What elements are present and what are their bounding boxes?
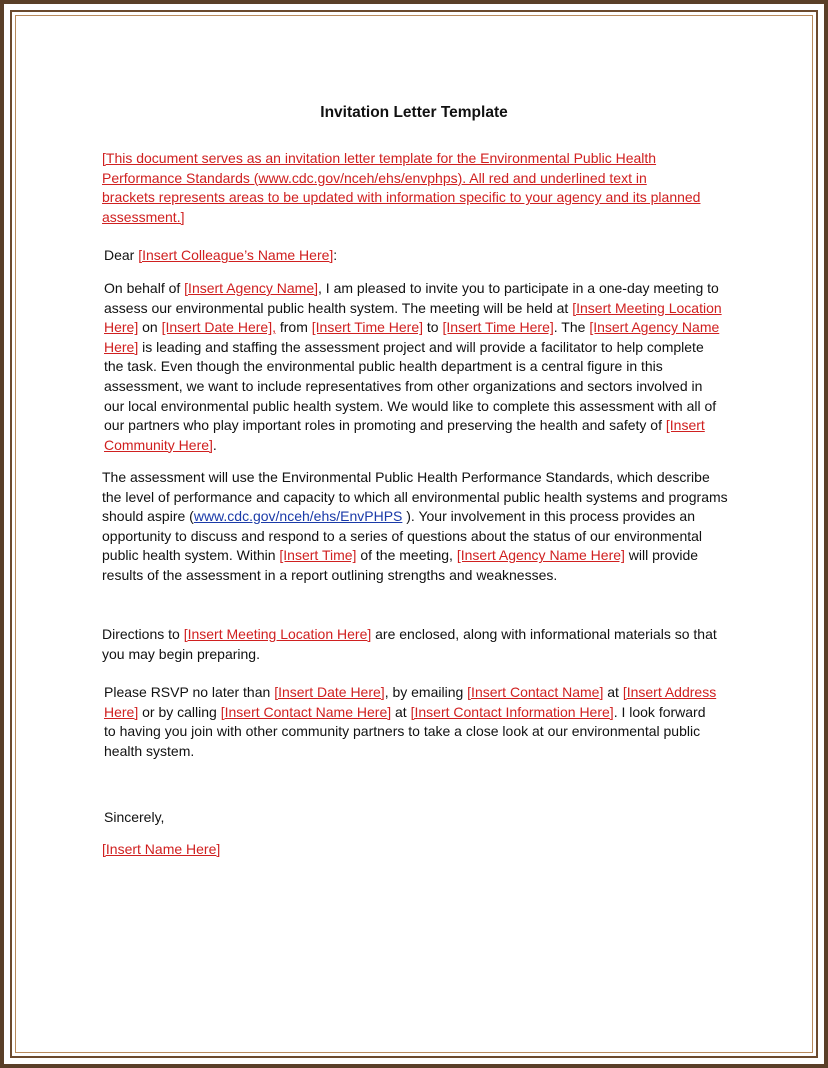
para1-text-1: On behalf of [104,280,185,296]
para2-text-2: ). Your involvement in this process provides an opportunity to discuss and respond to a series of questions about the status of our environmental public health system. Within [102,508,703,564]
community-placeholder: [Insert Community Here] [104,417,705,453]
meeting-location-placeholder: [Insert Meeting Location Here] [104,299,722,336]
para2-text-1: The assessment will use the Environmental Public Health Performance Standards, which describe the level of performance and capacity to which all environmental public health systems and programs should aspire ( [102,469,728,525]
para1-text-3: on [138,319,162,336]
document-title: Invitation Letter Template [320,104,508,121]
closing: Sincerely, [104,809,165,825]
signature-placeholder: [Insert Name Here] [102,841,221,857]
para4-text-3: at [603,684,623,700]
salutation [104,246,724,266]
para4-text-2: , by emailing [384,684,468,700]
start-time-placeholder: [Insert Time Here] [311,319,424,336]
rsvp-date-placeholder: [Insert Date Here] [274,684,385,700]
colleague-name-placeholder: [Insert Colleague’s Name Here] [138,247,334,263]
contact-name-here-placeholder: [Insert Contact Name Here] [220,703,392,720]
para4-text-5: at [391,703,411,720]
agency-name-placeholder: [Insert Agency Name] [184,280,319,296]
contact-name-placeholder: [Insert Contact Name] [467,684,604,700]
para2-text-3: of the meeting, [356,547,457,564]
para2-text-4: will provide results of the assessment in a report outlining strengths and weaknesses. [102,547,699,583]
para1-text-8: . [212,436,217,453]
paragraph-rsvp [104,683,718,761]
para4-text-4: or by calling [138,703,221,720]
contact-information-placeholder: [Insert Contact Information Here] [410,703,614,720]
salutation-colon: : [333,247,338,263]
para1-text-2: , I am pleased to invite you to participate in a one-day meeting to assess our environmental public health system. The meeting will be held at [104,280,719,316]
para4-text-6: . I look forward to having you join with other community partners to take a close look at our environmental public health system. [104,703,706,759]
salutation-dear: Dear [104,247,139,263]
para1-text-4: from [275,319,312,336]
agency-name-results-placeholder: [Insert Agency Name Here] [456,547,625,564]
date-placeholder: [Insert Date Here], [161,319,276,336]
end-time-placeholder: [Insert Time Here] [442,319,554,336]
envphps-link[interactable]: www.cdc.gov/nceh/ehs/EnvPHPS [193,508,403,525]
para3-text-1: Directions to [102,626,184,642]
para1-text-5: to [423,319,443,336]
paragraph-directions [102,625,728,664]
para1-text-7: is leading and staffing the assessment project and will provide a facilitator to help complete the task. Even though the environmental public health department is a central figure in this assessment, we want to include representatives from other organizations and sectors involved in our local environmental public health system. We would like to complete this assessment with all of our partners who play important roles in promoting and preserving the health and safety of [104,338,717,434]
para4-text-1: Please RSVP no later than [104,684,275,700]
time-placeholder: [Insert Time] [279,547,357,564]
address-placeholder: [Insert Address Here] [104,684,717,720]
paragraph-invitation [104,279,726,455]
para3-text-2: are enclosed, along with informational materials so that you may begin preparing. [102,626,717,662]
para1-text-6: . The [553,319,590,336]
agency-name-here-placeholder: [Insert Agency Name Here] [104,319,720,355]
paragraph-assessment [102,468,730,586]
directions-location-placeholder: [Insert Meeting Location Here] [183,626,372,642]
intro-note: [This document serves as an invitation letter template for the Environmental Public Health Performance Standards (www.cdc.gov/nceh/ehs/envphps). All red and underlined text in brackets represents areas to be updated with information specific to your agency and its planned assessment.] [102,150,701,225]
